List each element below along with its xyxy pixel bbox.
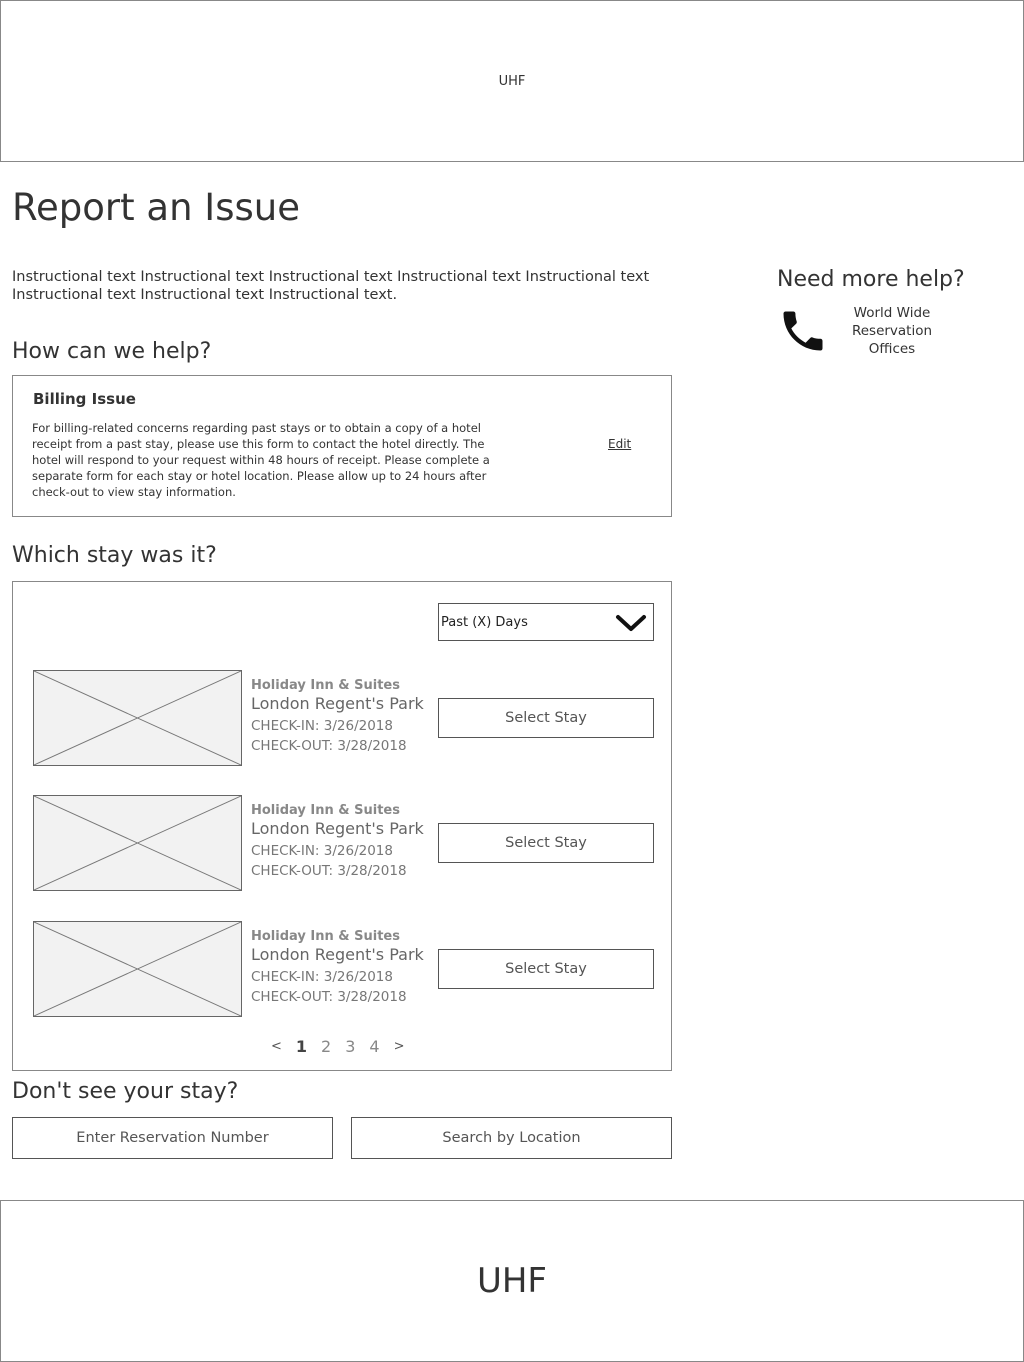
phone-icon xyxy=(777,305,829,357)
footer-label: UHF xyxy=(476,1261,547,1301)
enter-reservation-number-button[interactable]: Enter Reservation Number xyxy=(12,1117,333,1159)
select-stay-button[interactable]: Select Stay xyxy=(438,949,654,989)
date-range-value: Past (X) Days xyxy=(441,614,528,630)
stay-item xyxy=(33,670,653,766)
check-out-date: CHECK-OUT: 3/28/2018 xyxy=(251,989,407,1005)
hotel-name: London Regent's Park xyxy=(251,694,424,713)
select-stay-button[interactable]: Select Stay xyxy=(438,698,654,738)
offices-line-1: World Wide xyxy=(853,305,931,321)
stay-section-heading: Which stay was it? xyxy=(12,543,217,568)
stay-list-panel xyxy=(12,581,672,1071)
global-header xyxy=(0,0,1024,162)
pagination xyxy=(271,1037,405,1056)
pagination-next[interactable]: > xyxy=(393,1039,405,1054)
hotel-brand: Holiday Inn & Suites xyxy=(251,803,400,818)
search-by-location-button[interactable]: Search by Location xyxy=(351,1117,672,1159)
check-in-date: CHECK-IN: 3/26/2018 xyxy=(251,843,393,859)
stay-item xyxy=(33,795,653,891)
instructional-text: Instructional text Instructional text Instructional text Instructional text Instructional text Instructional text Instructional text Instructional text. xyxy=(12,269,650,303)
need-more-help-heading: Need more help? xyxy=(777,267,965,292)
check-out-date: CHECK-OUT: 3/28/2018 xyxy=(251,738,407,754)
issue-type-description: For billing-related concerns regarding past stays or to obtain a copy of a hotel receipt from a past stay, please use this form to contact the hotel directly. The hotel will respond to your request within 48 hours of receipt. Please complete a separate form for each stay or hotel location. Please allow up to 24 hours after check-out to view stay information. xyxy=(32,421,490,499)
hotel-image-placeholder xyxy=(33,921,242,1017)
offices-line-2: Reservation xyxy=(851,323,933,339)
page-title: Report an Issue xyxy=(12,186,300,229)
hotel-brand: Holiday Inn & Suites xyxy=(251,929,400,944)
pagination-page-3[interactable]: 3 xyxy=(345,1037,356,1056)
pagination-page-4[interactable]: 4 xyxy=(369,1037,380,1056)
hotel-name: London Regent's Park xyxy=(251,819,424,838)
edit-issue-link[interactable]: Edit xyxy=(608,437,632,451)
pagination-page-1[interactable]: 1 xyxy=(295,1037,308,1056)
issue-type-title: Billing Issue xyxy=(33,390,136,408)
worldwide-reservation-offices-link[interactable] xyxy=(840,304,944,358)
check-out-date: CHECK-OUT: 3/28/2018 xyxy=(251,863,407,879)
date-range-select[interactable] xyxy=(438,603,654,641)
header-label: UHF xyxy=(498,73,526,89)
hotel-name: London Regent's Park xyxy=(251,945,424,964)
stay-item xyxy=(33,921,653,1017)
chevron-down-icon xyxy=(615,612,647,634)
select-stay-button[interactable]: Select Stay xyxy=(438,823,654,863)
check-in-date: CHECK-IN: 3/26/2018 xyxy=(251,969,393,985)
hotel-image-placeholder xyxy=(33,670,242,766)
missing-stay-heading: Don't see your stay? xyxy=(12,1079,239,1104)
hotel-brand: Holiday Inn & Suites xyxy=(251,678,400,693)
global-footer xyxy=(0,1200,1024,1362)
pagination-prev[interactable]: < xyxy=(271,1039,282,1054)
pagination-page-2[interactable]: 2 xyxy=(321,1037,332,1056)
help-section-heading: How can we help? xyxy=(12,339,212,364)
hotel-image-placeholder xyxy=(33,795,242,891)
offices-line-3: Offices xyxy=(868,341,916,357)
issue-type-card xyxy=(12,375,672,517)
check-in-date: CHECK-IN: 3/26/2018 xyxy=(251,718,393,734)
